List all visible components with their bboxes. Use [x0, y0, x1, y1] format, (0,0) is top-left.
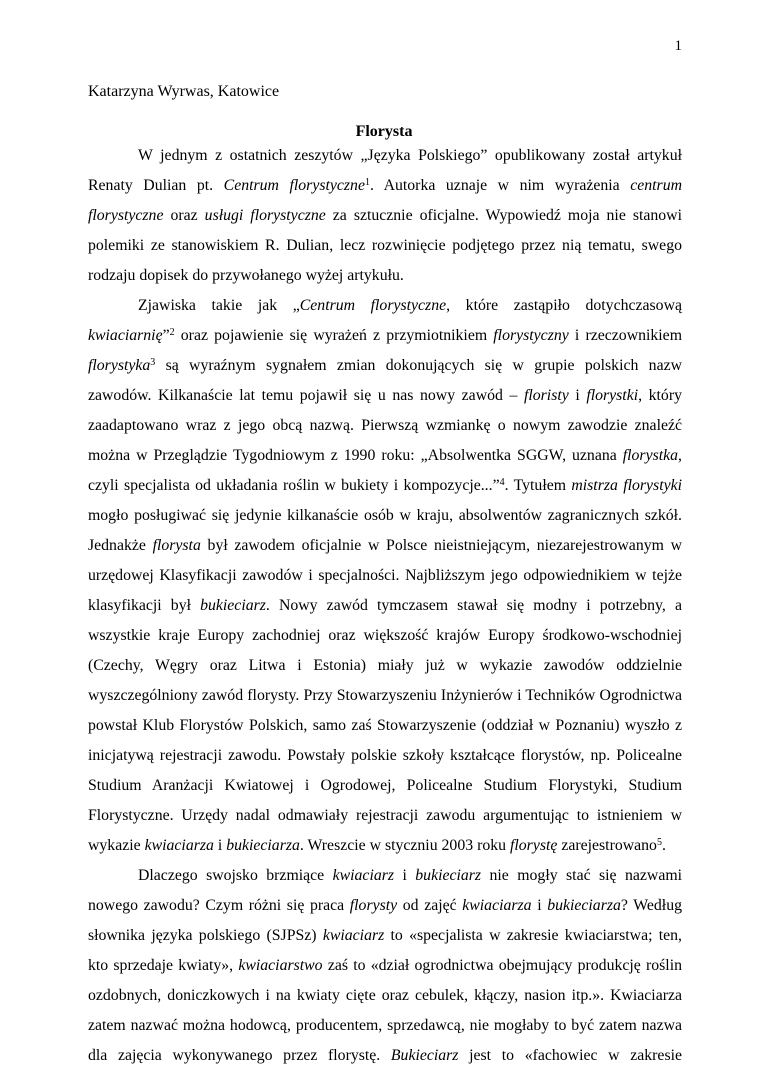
- italic-term: mistrza florystyki: [571, 477, 683, 494]
- text-run: i: [213, 837, 227, 854]
- italic-term: kwiaciarza: [462, 897, 532, 914]
- paragraph-2: [88, 291, 682, 861]
- document-title: Florysta: [355, 123, 413, 140]
- document-body: [88, 141, 682, 1071]
- text-run: zarejestrowano: [557, 837, 657, 854]
- italic-term: kwiaciarstwo: [238, 957, 323, 974]
- italic-term: kwiaciarnię: [88, 327, 163, 344]
- text-run: . Nowy zawód tymczasem stawał się modny i potrzebny, a wszystkie kraje Europy zachodniej oraz większość krajów Europy środkowo-wschodniej (Czechy, Węgry oraz Litwa i Estonia) miały już w wykazie zawodów oddzielnie wyszczególniony zawód florysty. Przy Stowarzyszeniu Inżynierów i Techników Ogrodnictwa powstał Klub Florystów Polskich, samo zaś Stowarzyszenie (oddział w Poznaniu) wyszło z inicjatywą rejestracji zawodu. Powstały polskie szkoły kształcące florystów, np. Policealne Studium Aranżacji Kwiatowej i Ogrodowej, Policealne Studium Florystyki, Studium Florystyczne. Urzędy nadal odmawiały rejestracji zawodu argumentując to istnieniem w wykazie: [88, 597, 682, 854]
- text-run: był zawodem oficjalnie w Polsce nieistniejącym, niezarejestrowanym w urzędowej Klasyfikacji zawodów i specjalności. Najbliższym jego odpowiednikiem w tejże klasyfikacji był: [88, 537, 682, 614]
- italic-term: bukieciarz: [415, 867, 482, 884]
- text-run: są wyraźnym sygnałem zmian dokonujących się w grupie polskich nazw zawodów. Kilkanaście lat temu pojawił się u nas nowy zawód –: [88, 357, 682, 404]
- text-run: , które zastąpiło dotychczasową: [446, 297, 682, 314]
- text-run: nie mogły stać się nazwami nowego zawodu? Czym różni się praca: [88, 867, 683, 914]
- text-run: Zjawiska takie jak „: [138, 297, 300, 314]
- footnote-ref: 4: [499, 477, 505, 488]
- text-run: i: [394, 867, 416, 884]
- italic-term: kwiaciarz: [332, 867, 395, 884]
- text-run: to «specjalista w zakresie kwiaciarstwa; ten, kto sprzedaje kwiaty»,: [88, 927, 683, 974]
- italic-term: bukieciarza: [226, 837, 300, 854]
- text-run: , czyli specjalista od układania roślin w bukiety i kompozycje...”: [88, 447, 682, 494]
- text-run: ? Według słownika języka polskiego (SJPSz): [88, 897, 682, 944]
- italic-term: Centrum florystyczne: [223, 177, 365, 194]
- italic-term: kwiaciarza: [144, 837, 214, 854]
- footnote-ref: 2: [169, 327, 175, 338]
- text-run: W jednym z ostatnich zeszytów „Języka Polskiego” opublikowany został artykuł Renaty Dulian pt.: [88, 147, 682, 194]
- text-run: . Autorka uznaje w nim wyrażenia: [369, 177, 631, 194]
- italic-term: florystę: [510, 837, 558, 854]
- italic-term: bukieciarz: [200, 597, 266, 614]
- text-run: Dlaczego swojsko brzmiące: [138, 867, 333, 884]
- footnote-ref: 1: [364, 177, 370, 188]
- paragraph-1: [88, 141, 682, 291]
- text-run: oraz pojawienie się wyrażeń z przymiotnikiem: [174, 327, 494, 344]
- text-run: i: [531, 897, 548, 914]
- text-run: zaś to «dział ogrodnictwa obejmujący produkcję roślin ozdobnych, doniczkowych i na kwiaty cięte oraz cebulek, kłączy, nasion itp.». Kwiaciarza zatem nazwać można hodowcą, producentem, sprzedawcą, nie mogłaby to być zatem nazwa dla zajęcia wykonywanego przez florystę.: [88, 957, 682, 1064]
- italic-term: Centrum florystyczne: [299, 297, 447, 314]
- page-number: 1: [674, 38, 682, 54]
- text-run: od zajęć: [397, 897, 463, 914]
- text-run: ”: [162, 327, 170, 344]
- italic-term: usługi florystyczne: [204, 207, 326, 224]
- italic-term: centrum florystyczne: [88, 177, 682, 224]
- text-run: .: [661, 837, 666, 854]
- italic-term: floristy: [523, 387, 569, 404]
- italic-term: florystka: [622, 447, 679, 464]
- italic-term: florysta: [152, 537, 201, 554]
- text-run: mogło posługiwać się jedynie kilkanaście osób w kraju, absolwentów zagranicznych szkół. Jednakże: [88, 507, 682, 554]
- text-run: i rzeczownikiem: [568, 327, 682, 344]
- text-run: . Tytułem: [504, 477, 572, 494]
- italic-term: florystki: [586, 387, 639, 404]
- text-run: jest to «fachowiec w zakresie: [458, 1047, 682, 1064]
- author-line: Katarzyna Wyrwas, Katowice: [88, 83, 280, 100]
- italic-term: florystyka: [88, 357, 151, 374]
- footnote-ref: 5: [656, 837, 662, 848]
- text-run: . Wreszcie w styczniu 2003 roku: [299, 837, 510, 854]
- text-run: , który zaadaptowano wraz z jego obcą nazwą. Pierwszą wzmiankę o nowym zawodzie znaleźć można w Przeglądzie Tygodniowym z 1990 roku: „Absolwentka SGGW, uznana: [88, 387, 682, 464]
- text-run: za sztucznie oficjalne. Wypowiedź moja nie stanowi polemiki ze stanowiskiem R. Dulian, lecz rozwinięcie podjętego przez nią tematu, swego rodzaju dopisek do przywołanego wyżej artykułu.: [88, 207, 682, 284]
- italic-term: kwiaciarz: [322, 927, 385, 944]
- paragraph-3: [88, 861, 682, 1071]
- footnote-ref: 3: [150, 357, 156, 368]
- text-run: oraz: [163, 207, 205, 224]
- italic-term: florystyczny: [493, 327, 569, 344]
- italic-term: Bukieciarz: [390, 1047, 459, 1064]
- text-run: i: [568, 387, 587, 404]
- italic-term: bukieciarza: [547, 897, 621, 914]
- italic-term: florysty: [349, 897, 398, 914]
